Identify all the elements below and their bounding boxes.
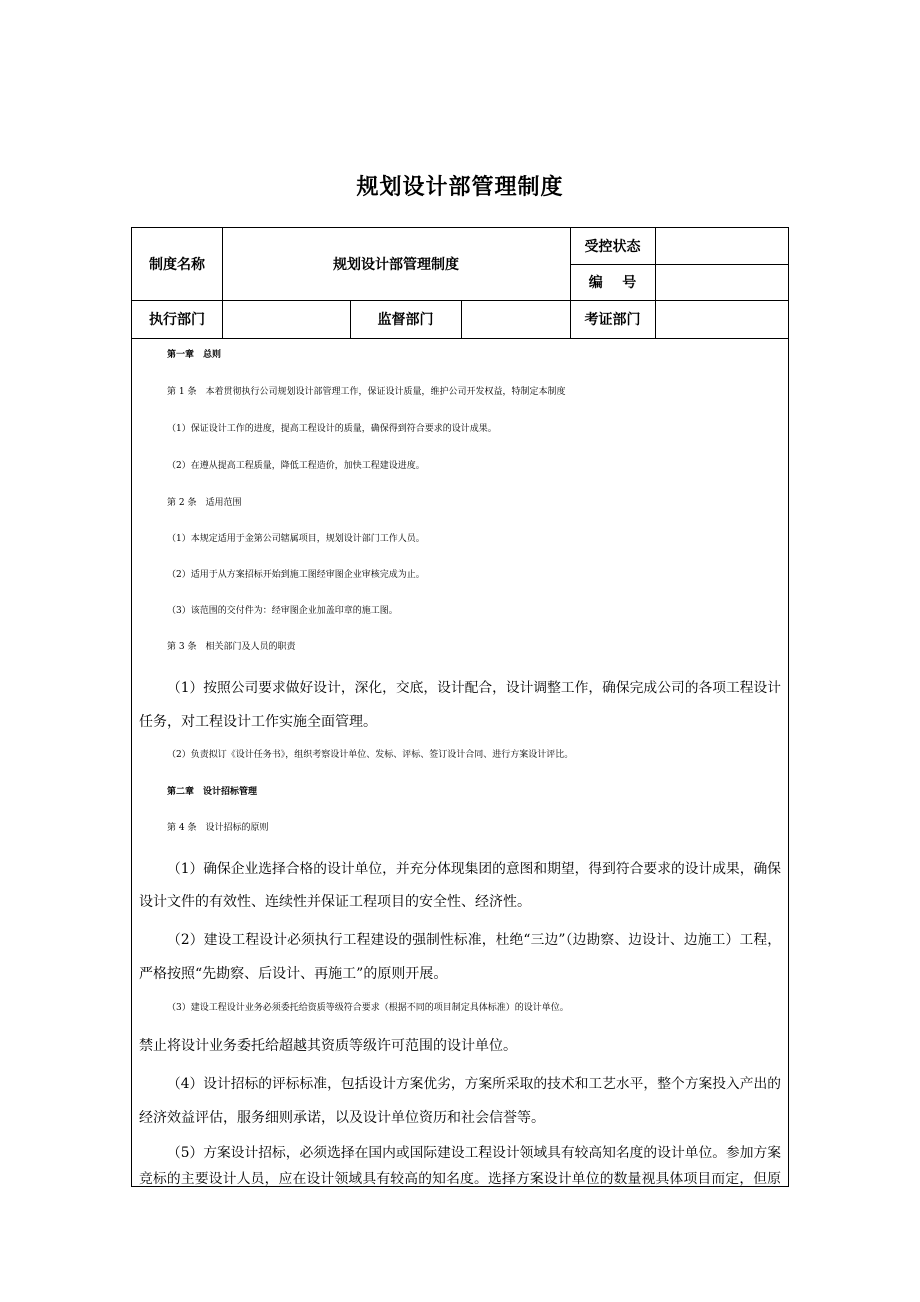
verifying-department-label: 考证部门 bbox=[584, 312, 641, 328]
clause-continuation: 设计文件的有效性、连续性并保证工程项目的安全性、经济性。 bbox=[139, 894, 531, 910]
clause-line: （2）适用于从方案招标开始到施工图经审图企业审核完成为止。 bbox=[167, 570, 425, 580]
verifying-department-value bbox=[655, 300, 788, 338]
clause-continuation: 经济效益评估，服务细则承诺，以及设计单位资历和社会信誉等。 bbox=[139, 1110, 545, 1126]
executing-department-label: 执行部门 bbox=[149, 312, 205, 328]
article-line: 第 3 条 相关部门及人员的职责 bbox=[167, 642, 296, 652]
clause-line: （1）保证设计工作的进度，提高工程设计的质量，确保得到符合要求的设计成果。 bbox=[167, 424, 497, 434]
document-number-label: 编 号 bbox=[588, 275, 637, 291]
article-line: 第 2 条 适用范围 bbox=[167, 498, 242, 508]
executing-department-value bbox=[222, 300, 350, 338]
clause-line: （2）负责拟订《设计任务书》，组织考察设计单位、发标、评标、签订设计合同、进行方案设计评比。 bbox=[167, 750, 574, 760]
document-title: 规划设计部管理制度 bbox=[356, 175, 564, 200]
policy-name-value: 规划设计部管理制度 bbox=[333, 257, 459, 273]
document-number-value bbox=[655, 264, 788, 300]
clause-line: （3）建设工程设计业务必须委托给资质等级符合要求（根据不同的项目制定具体标准）的设计单位。 bbox=[167, 1003, 569, 1013]
clause-continuation: 禁止将设计业务委托给超越其资质等级许可范围的设计单位。 bbox=[139, 1038, 517, 1054]
clause-line: （4）设计招标的评标标准，包括设计方案优劣，方案所采取的技术和工艺水平，整个方案投入产出的 bbox=[167, 1076, 781, 1092]
control-status-value bbox=[655, 228, 788, 264]
clause-continuation: 任务，对工程设计工作实施全面管理。 bbox=[139, 714, 377, 730]
article-line: 第 4 条 设计招标的原则 bbox=[167, 823, 269, 833]
clause-line: （1）按照公司要求做好设计，深化，交底，设计配合，设计调整工作，确保完成公司的各项工程设计 bbox=[167, 680, 781, 696]
clause-continuation: 竞标的主要设计人员，应在设计领域具有较高的知名度。选择方案设计单位的数量视具体项目而定，但原 bbox=[139, 1171, 781, 1187]
clause-line: （2）在遵从提高工程质量，降低工程造价，加快工程建设进度。 bbox=[167, 461, 425, 471]
clause-line: （2）建设工程设计必须执行工程建设的强制性标准，杜绝“三边”（边勘察、边设计、边施工）工程， bbox=[167, 932, 781, 948]
clause-line: （1）本规定适用于金第公司辖属项目，规划设计部门工作人员。 bbox=[167, 534, 425, 544]
clause-line: （5）方案设计招标，必须选择在国内或国际建设工程设计领域具有较高知名度的设计单位。参加方案 bbox=[167, 1145, 781, 1161]
clause-line: （1）确保企业选择合格的设计单位，并充分体现集团的意图和期望，得到符合要求的设计成果，确保 bbox=[167, 861, 781, 877]
article-line: 第 1 条 本着贯彻执行公司规划设计部管理工作，保证设计质量，维护公司开发权益，特制定本制度 bbox=[167, 387, 566, 397]
clause-line: （3）该范围的交付件为：经审图企业加盖印章的施工图。 bbox=[167, 606, 398, 616]
control-status-label: 受控状态 bbox=[584, 239, 641, 255]
clause-continuation: 严格按照“先勘察、后设计、再施工”的原则开展。 bbox=[139, 966, 448, 982]
chapter-heading: 第一章 总则 bbox=[167, 350, 222, 360]
supervising-department-value bbox=[461, 300, 570, 338]
supervising-department-label: 监督部门 bbox=[377, 312, 434, 328]
policy-name-label: 制度名称 bbox=[149, 257, 205, 273]
chapter-heading: 第二章 设计招标管理 bbox=[167, 787, 258, 797]
